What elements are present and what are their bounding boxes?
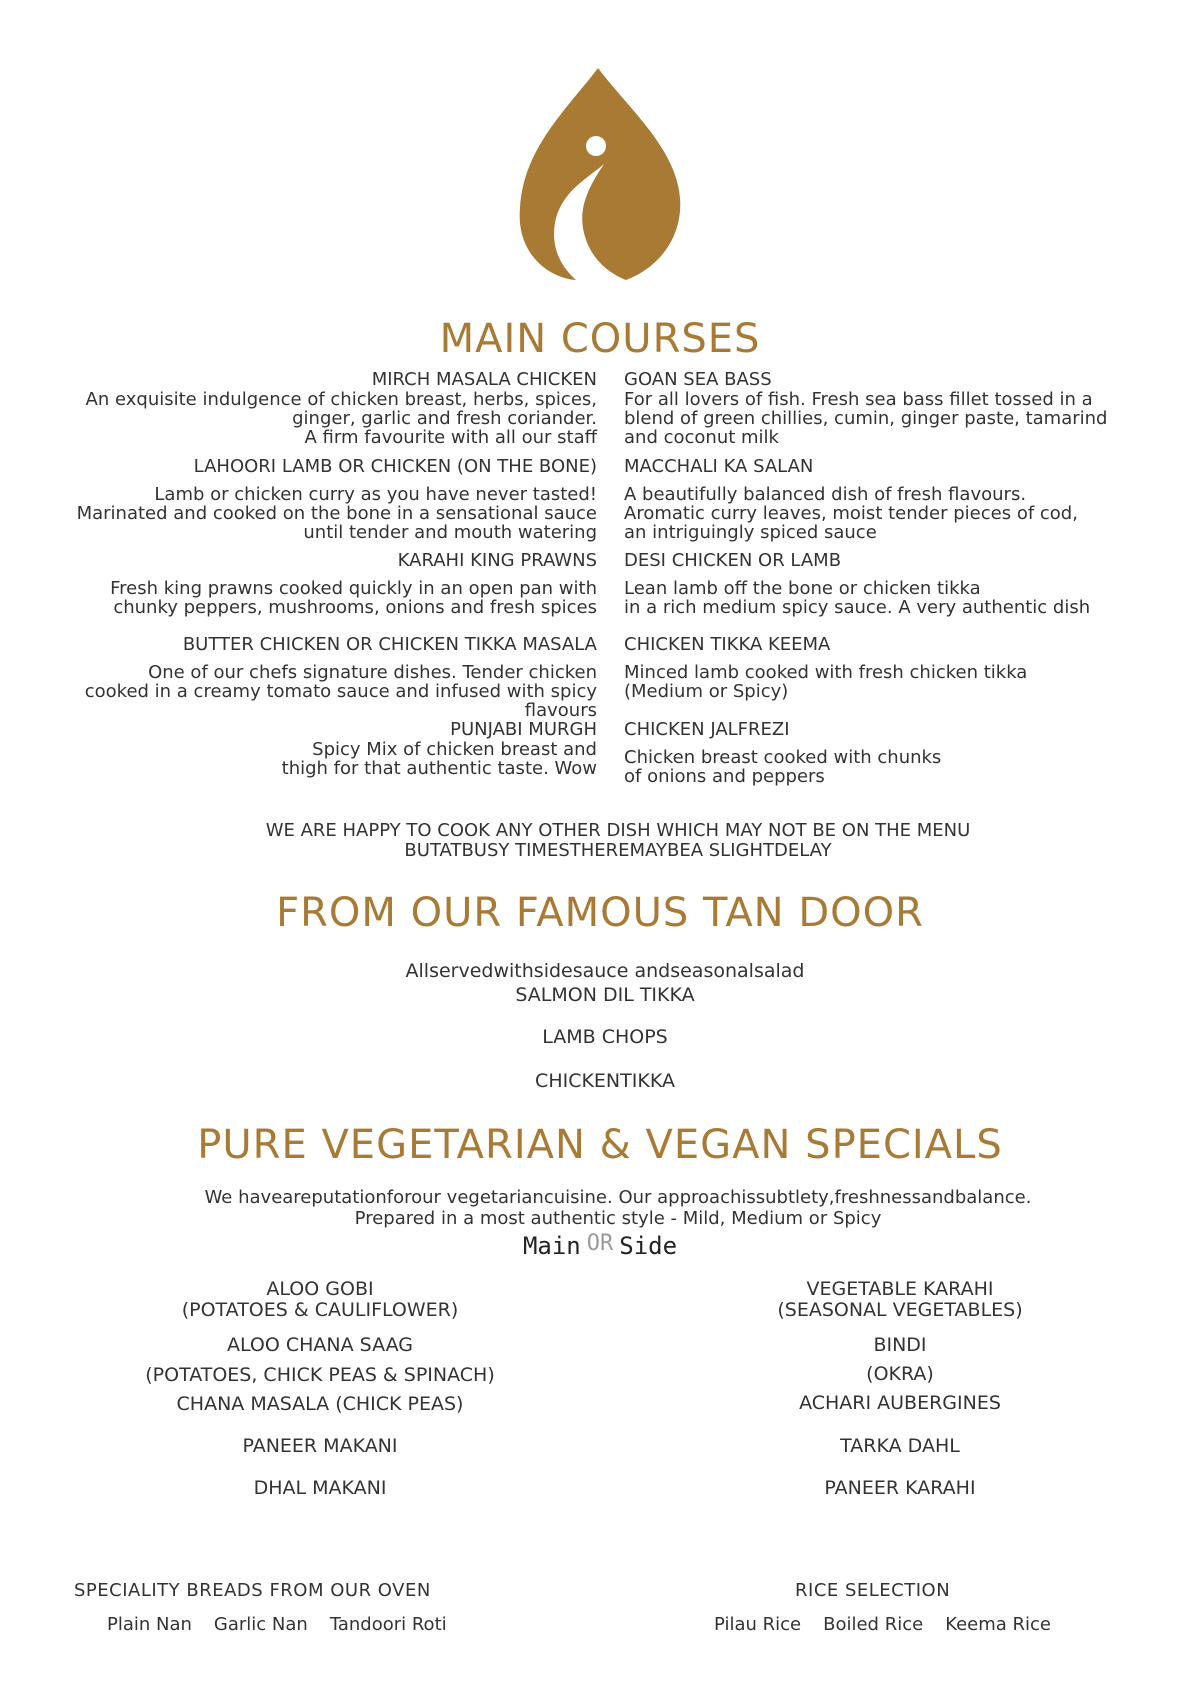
dish-description: flavours — [524, 700, 597, 721]
dish-goan-sea-bass — [624, 370, 1164, 447]
dish-butter-chicken-or-tikka-masala — [40, 635, 597, 720]
veg-intro: Prepared in a most authentic style - Mild, Medium or Spicy — [354, 1208, 882, 1229]
dish-name: MACCHALI KA SALAN — [624, 456, 814, 477]
rice-item: Pilau Rice — [714, 1614, 802, 1635]
dish-description: Aromatic curry leaves, moist tender pieces of cod, — [624, 503, 1078, 524]
dish-description: chunky peppers, mushrooms, onions and fresh spices — [113, 597, 597, 618]
dish-description: An exquisite indulgence of chicken breast, herbs, spices, — [85, 389, 597, 410]
veg-dish: BINDI — [873, 1334, 927, 1356]
veg-dish-detail: (POTATOES, CHICK PEAS & SPINACH) — [145, 1364, 495, 1386]
main-courses-left-column — [40, 370, 597, 790]
dish-name: CHICKEN JALFREZI — [624, 719, 790, 740]
dish-name: DESI CHICKEN OR LAMB — [624, 550, 842, 571]
kitchen-note-line: BUTATBUSY TIMESTHEREMAYBEA SLIGHTDELAY — [404, 840, 832, 861]
tandoor-heading: FROM OUR FAMOUS TAN DOOR — [276, 890, 924, 936]
dish-description: Lean lamb off the bone or chicken tikka — [624, 578, 981, 599]
dish-name: LAHOORI LAMB OR CHICKEN (ON THE BONE) — [193, 456, 597, 477]
bread-item: Garlic Nan — [213, 1614, 308, 1635]
veg-dish: VEGETABLE KARAHI — [806, 1278, 994, 1300]
dish-description: blend of green chillies, cumin, ginger paste, tamarind — [624, 408, 1108, 429]
dish-lahoori-lamb-or-chicken — [40, 457, 597, 542]
portion-side-label: Side — [619, 1232, 678, 1260]
tandoor-item: CHICKENTIKKA — [535, 1070, 675, 1092]
dish-desi-chicken-or-lamb — [624, 551, 1164, 617]
rice-list — [714, 1614, 1073, 1635]
dish-macchali-ka-salan — [624, 457, 1164, 542]
dish-description: until tender and mouth watering — [303, 522, 597, 543]
dish-description: of onions and peppers — [624, 766, 825, 787]
dish-description: (Medium or Spicy) — [624, 681, 789, 702]
flame-drop-icon — [508, 68, 688, 286]
dish-description: in a rich medium spicy sauce. A very authentic dish — [624, 597, 1091, 618]
tandoor-item: LAMB CHOPS — [542, 1026, 668, 1048]
portion-size-options — [0, 1231, 1200, 1260]
portion-or-label: OR — [586, 1231, 614, 1256]
veg-dish: PANEER KARAHI — [824, 1477, 976, 1499]
dish-description: Minced lamb cooked with fresh chicken tikka — [624, 662, 1028, 683]
main-courses-heading: MAIN COURSES — [439, 316, 761, 362]
tandoor-subtitle: Allservedwithsidesauce andseasonalsalad — [405, 960, 805, 982]
veg-dish-detail: (POTATOES & CAULIFLOWER) — [181, 1299, 459, 1321]
veg-dish-detail: (SEASONAL VEGETABLES) — [777, 1299, 1023, 1321]
dish-name: CHICKEN TIKKA KEEMA — [624, 634, 831, 655]
bread-item: Tandoori Roti — [329, 1614, 447, 1635]
dish-description: Lamb or chicken curry as you have never tasted! — [154, 484, 597, 505]
dish-description: ginger, garlic and fresh coriander. — [292, 408, 597, 429]
veg-dish: PANEER MAKANI — [242, 1435, 398, 1457]
dish-description: One of our chefs signature dishes. Tender chicken — [148, 662, 597, 683]
dish-description: A firm favourite with all our staff — [304, 427, 597, 448]
veg-dish-detail: (OKRA) — [866, 1363, 934, 1385]
dish-description: For all lovers of fish. Fresh sea bass fillet tossed in a — [624, 389, 1093, 410]
kitchen-note-line: WE ARE HAPPY TO COOK ANY OTHER DISH WHICH MAY NOT BE ON THE MENU — [265, 820, 971, 841]
veg-dish: DHAL MAKANI — [253, 1477, 387, 1499]
dish-name: KARAHI KING PRAWNS — [397, 550, 597, 571]
dish-description: Marinated and cooked on the bone in a sensational sauce — [76, 503, 597, 524]
dish-description: and coconut milk — [624, 427, 779, 448]
veg-dish: ACHARI AUBERGINES — [799, 1392, 1001, 1414]
dish-description: A beautifully balanced dish of fresh flavours. — [624, 484, 1027, 505]
dish-karahi-king-prawns — [40, 551, 597, 617]
rice-item: Boiled Rice — [823, 1614, 924, 1635]
tandoor-item: SALMON DIL TIKKA — [515, 984, 695, 1006]
kitchen-note — [0, 821, 1200, 861]
portion-main-label: Main — [522, 1232, 581, 1260]
dish-description: an intriguingly spiced sauce — [624, 522, 877, 543]
dish-name: GOAN SEA BASS — [624, 369, 772, 390]
dish-name: MIRCH MASALA CHICKEN — [371, 369, 597, 390]
veg-dish: CHANA MASALA (CHICK PEAS) — [176, 1393, 464, 1415]
breads-list — [107, 1614, 469, 1635]
dish-chicken-jalfrezi — [624, 720, 1164, 786]
rice-title: RICE SELECTION — [795, 1580, 951, 1601]
rice-item: Keema Rice — [945, 1614, 1052, 1635]
veg-dish: ALOO CHANA SAAG — [227, 1334, 413, 1356]
dish-description: cooked in a creamy tomato sauce and infused with spicy — [84, 681, 597, 702]
breads-title: SPECIALITY BREADS FROM OUR OVEN — [74, 1580, 431, 1601]
dish-name: BUTTER CHICKEN OR CHICKEN TIKKA MASALA — [182, 634, 597, 655]
veg-dish: ALOO GOBI — [266, 1278, 374, 1300]
dish-description: Fresh king prawns cooked quickly in an open pan with — [110, 578, 597, 599]
bread-item: Plain Nan — [107, 1614, 192, 1635]
main-courses-right-column — [624, 370, 1164, 790]
dish-description: thigh for that authentic taste. Wow — [281, 758, 597, 779]
veg-dish: TARKA DAHL — [840, 1435, 960, 1457]
dish-mirch-masala-chicken — [40, 370, 597, 447]
veg-intro: We haveareputationforour vegetariancuisine. Our approachissubtlety,freshnessandbalance. — [204, 1187, 1032, 1208]
dish-description: Chicken breast cooked with chunks — [624, 747, 942, 768]
dish-description: Spicy Mix of chicken breast and — [312, 739, 597, 760]
dish-chicken-tikka-keema — [624, 635, 1164, 701]
dish-name: PUNJABI MURGH — [450, 719, 597, 740]
veg-heading: PURE VEGETARIAN & VEGAN SPECIALS — [197, 1122, 1003, 1168]
dish-punjabi-murgh — [40, 720, 597, 778]
